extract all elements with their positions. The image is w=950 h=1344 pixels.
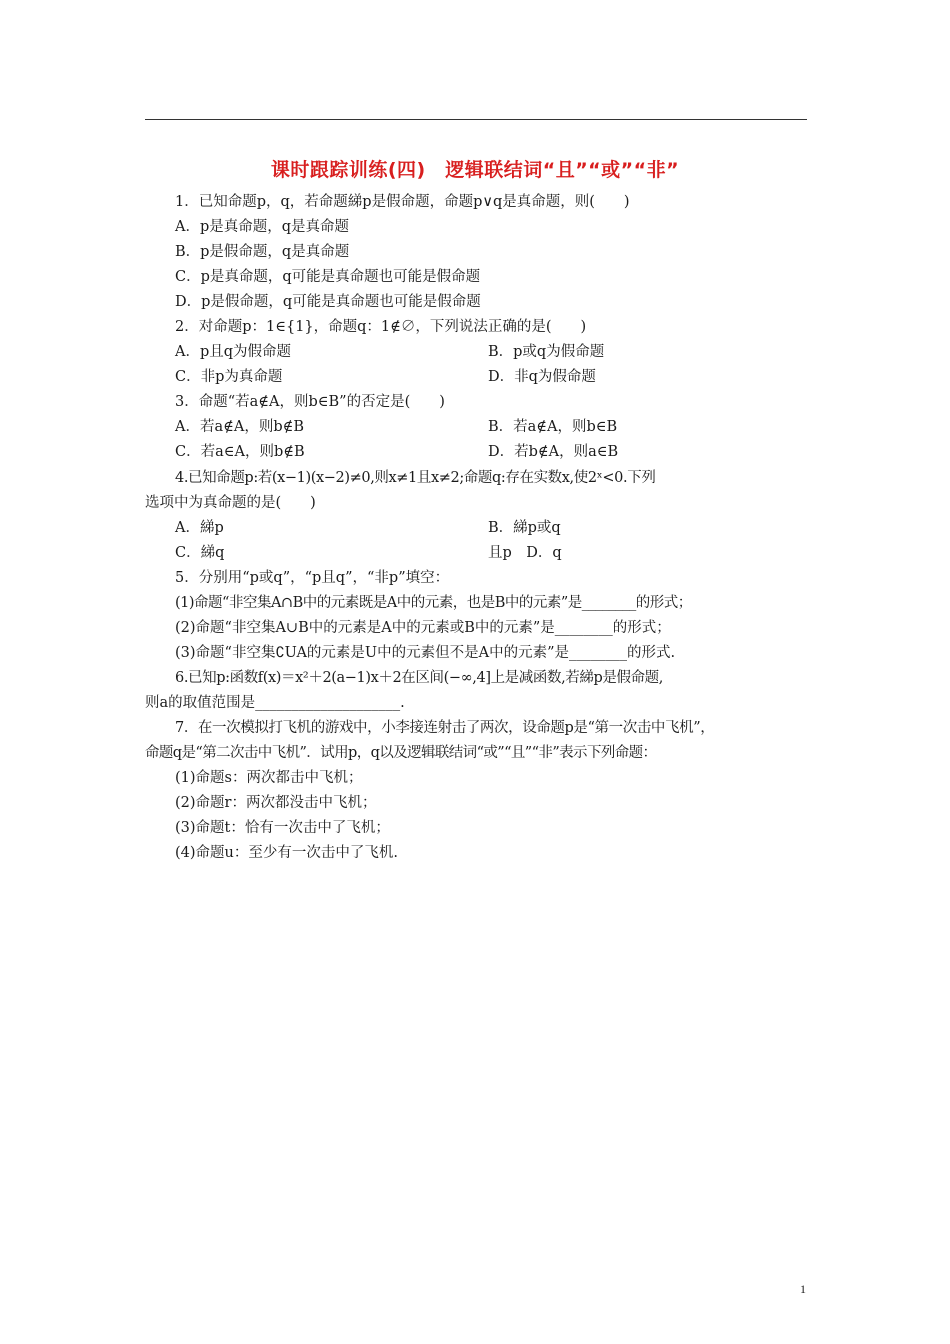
q2-option-d: D．非q为假命题 <box>488 369 596 385</box>
q2-option-a: A．p且q为假命题 <box>175 344 292 360</box>
q1-option-d: D．p是假命题，q可能是真命题也可能是假命题 <box>175 294 481 310</box>
q3-option-b: B．若a∉A，则b∈B <box>488 419 618 435</box>
q2-option-c: C．非p为真命题 <box>175 369 283 385</box>
q7-stem-line2: 命题q是“第二次击中飞机”．试用p，q以及逻辑联结词“或”“且”“非”表示下列命题： <box>145 745 657 761</box>
q2-option-b: B．p或q为假命题 <box>488 344 605 360</box>
q5-part-2: (2)命题“非空集A∪B中的元素是A中的元素或B中的元素”是________的形式； <box>175 620 671 636</box>
q5-part-1: (1)命题“非空集A∩B中的元素既是A中的元素，也是B中的元素”是________的形式； <box>175 595 692 611</box>
q2-stem: 2．对命题p：1∈{1}，命题q：1∉∅，下列说法正确的是( ) <box>175 319 587 335</box>
q3-stem: 3．命题“若a∉A，则b∈B”的否定是( ) <box>175 394 445 410</box>
q7-stem-line1: 7．在一次模拟打飞机的游戏中，小李接连射击了两次，设命题p是“第一次击中飞机”， <box>175 720 715 736</box>
q4-stem-line1: 4.已知命题p:若(x−1)(x−2)≠0,则x≠1且x≠2;命题q:存在实数x,使2ˣ<0.下列 <box>175 470 656 486</box>
q3-option-a: A．若a∉A，则b∉B <box>175 419 304 435</box>
q5-stem: 5．分别用“p或q”，“p且q”，“非p”填空： <box>175 570 450 586</box>
q7-part-1: (1)命题s：两次都击中飞机； <box>175 770 363 786</box>
q1-option-b: B．p是假命题，q是真命题 <box>175 244 350 260</box>
q4-option-d: 且p D．q <box>488 545 562 561</box>
q3-option-c: C．若a∈A，则b∉B <box>175 444 305 460</box>
page-number: 1 <box>800 1282 806 1296</box>
q4-stem-line2: 选项中为真命题的是( ) <box>145 495 316 511</box>
q6-stem-line2: 则a的取值范围是____________________. <box>145 695 405 711</box>
q1-stem: 1．已知命题p，q，若命题綈p是假命题，命题p∨q是真命题，则( ) <box>175 194 630 210</box>
q3-option-d: D．若b∉A，则a∈B <box>488 444 619 460</box>
q6-stem-line1: 6.已知p:函数f(x)＝x²＋2(a−1)x＋2在区间(−∞,4]上是减函数,若綈p是假命题, <box>175 670 663 686</box>
header-rule <box>145 119 807 120</box>
q5-part-3: (3)命题“非空集∁UA的元素是U中的元素但不是A中的元素”是________的形式. <box>175 645 676 661</box>
q1-option-a: A．p是真命题，q是真命题 <box>175 219 350 235</box>
q4-option-c: C．綈q <box>175 545 225 561</box>
q7-part-3: (3)命题t：恰有一次击中了飞机； <box>175 820 390 836</box>
q4-option-a: A．綈p <box>175 520 224 536</box>
q7-part-4: (4)命题u：至少有一次击中了飞机. <box>175 845 398 861</box>
page-title: 课时跟踪训练(四) 逻辑联结词“且”“或”“非” <box>270 159 680 181</box>
q4-option-b: B．綈p或q <box>488 520 561 536</box>
q7-part-2: (2)命题r：两次都没击中飞机； <box>175 795 377 811</box>
q1-option-c: C．p是真命题，q可能是真命题也可能是假命题 <box>175 269 481 285</box>
